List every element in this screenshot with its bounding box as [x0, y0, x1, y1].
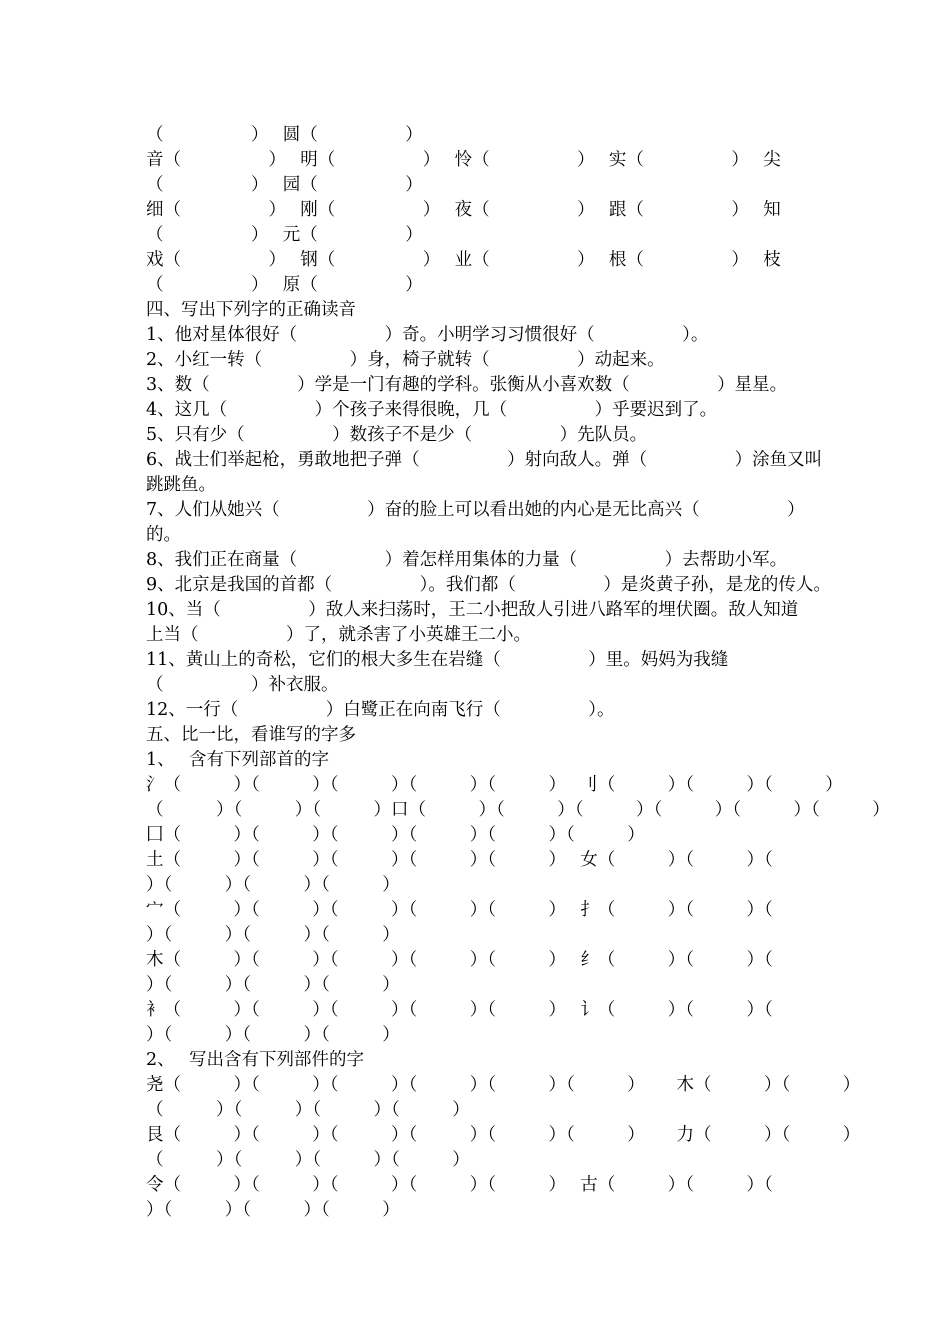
text-line: （ ）补衣服。 — [146, 675, 339, 695]
text-line: ）（ ）（ ）（ ） — [146, 925, 400, 945]
text-line: 衤（ ）（ ）（ ）（ ）（ ） 讠（ ）（ ）（ — [146, 1000, 773, 1020]
text-line: 6、战士们举起枪，勇敢地把子弹（ ）射向敌人。弹（ ）涂鱼又叫 — [146, 450, 823, 470]
text-line: （ ） 元（ ） — [146, 225, 423, 245]
text-line: （ ）（ ）（ ）口（ ）（ ）（ ）（ ）（ ）（ ） — [146, 800, 890, 820]
text-line: 土（ ）（ ）（ ）（ ）（ ） 女（ ）（ ）（ — [146, 850, 773, 870]
text-line: 音（ ） 明（ ） 怜（ ） 实（ ） 尖 — [146, 150, 781, 170]
text-line: ）（ ）（ ）（ ） — [146, 875, 400, 895]
text-line: 上当（ ）了，就杀害了小英雄王二小。 — [146, 625, 531, 645]
text-line: ）（ ）（ ）（ ） — [146, 1025, 400, 1045]
text-line: 细（ ） 刚（ ） 夜（ ） 跟（ ） 知 — [146, 200, 781, 220]
text-line: 7、人们从她兴（ ）奋的脸上可以看出她的内心是无比高兴（ ） — [146, 500, 805, 520]
text-line: 10、当（ ）敌人来扫荡时，王二小把敌人引进八路军的埋伏圈。敌人知道 — [146, 600, 799, 620]
subsection-heading: 2、 写出含有下列部件的字 — [146, 1050, 364, 1070]
text-line: ）（ ）（ ）（ ） — [146, 1200, 400, 1220]
text-line: 尧（ ）（ ）（ ）（ ）（ ）（ ） 木（ ）（ ） — [146, 1075, 861, 1095]
text-line: 12、一行（ ）白鹭正在向南飞行（ ）。 — [146, 700, 615, 720]
text-line: （ ）（ ）（ ）（ ） — [146, 1100, 470, 1120]
text-line: 8、我们正在商量（ ）着怎样用集体的力量（ ）去帮助小军。 — [146, 550, 788, 570]
text-line: 囗（ ）（ ）（ ）（ ）（ ）（ ） — [146, 825, 645, 845]
text-line: （ ） 原（ ） — [146, 275, 423, 295]
text-line: （ ） 园（ ） — [146, 175, 423, 195]
text-line: 戏（ ） 钢（ ） 业（ ） 根（ ） 枝 — [146, 250, 781, 270]
text-line: （ ）（ ）（ ）（ ） — [146, 1150, 470, 1170]
text-line: ）（ ）（ ）（ ） — [146, 975, 400, 995]
text-line: 3、数（ ）学是一门有趣的学科。张衡从小喜欢数（ ）星星。 — [146, 375, 788, 395]
text-line: 的。 — [146, 525, 181, 545]
text-line: 木（ ）（ ）（ ）（ ）（ ） 纟（ ）（ ）（ — [146, 950, 773, 970]
text-line: 1、他对星体很好（ ）奇。小明学习习惯很好（ ）。 — [146, 325, 709, 345]
section-heading: 五、比一比，看谁写的字多 — [146, 725, 356, 745]
text-line: 宀（ ）（ ）（ ）（ ）（ ） 扌（ ）（ ）（ — [146, 900, 773, 920]
text-line: 2、小红一转（ ）身，椅子就转（ ）动起来。 — [146, 350, 665, 370]
text-line: 9、北京是我国的首都（ ）。我们都（ ）是炎黄子孙，是龙的传人。 — [146, 575, 831, 595]
text-line: 氵（ ）（ ）（ ）（ ）（ ） 刂（ ）（ ）（ ） — [146, 775, 843, 795]
text-line: 令（ ）（ ）（ ）（ ）（ ） 古（ ）（ ）（ — [146, 1175, 773, 1195]
text-line: 4、这几（ ）个孩子来得很晚，几（ ）乎要迟到了。 — [146, 400, 718, 420]
subsection-heading: 1、 含有下列部首的字 — [146, 750, 329, 770]
text-line: 艮（ ）（ ）（ ）（ ）（ ）（ ） 力（ ）（ ） — [146, 1125, 861, 1145]
text-line: 5、只有少（ ）数孩子不是少（ ）先队员。 — [146, 425, 648, 445]
section-heading: 四、写出下列字的正确读音 — [146, 300, 356, 320]
text-line: （ ） 圆（ ） — [146, 125, 423, 145]
text-line: 11、黄山上的奇松，它们的根大多生在岩缝（ ）里。妈妈为我缝 — [146, 650, 729, 670]
text-line: 跳跳鱼。 — [146, 475, 216, 495]
